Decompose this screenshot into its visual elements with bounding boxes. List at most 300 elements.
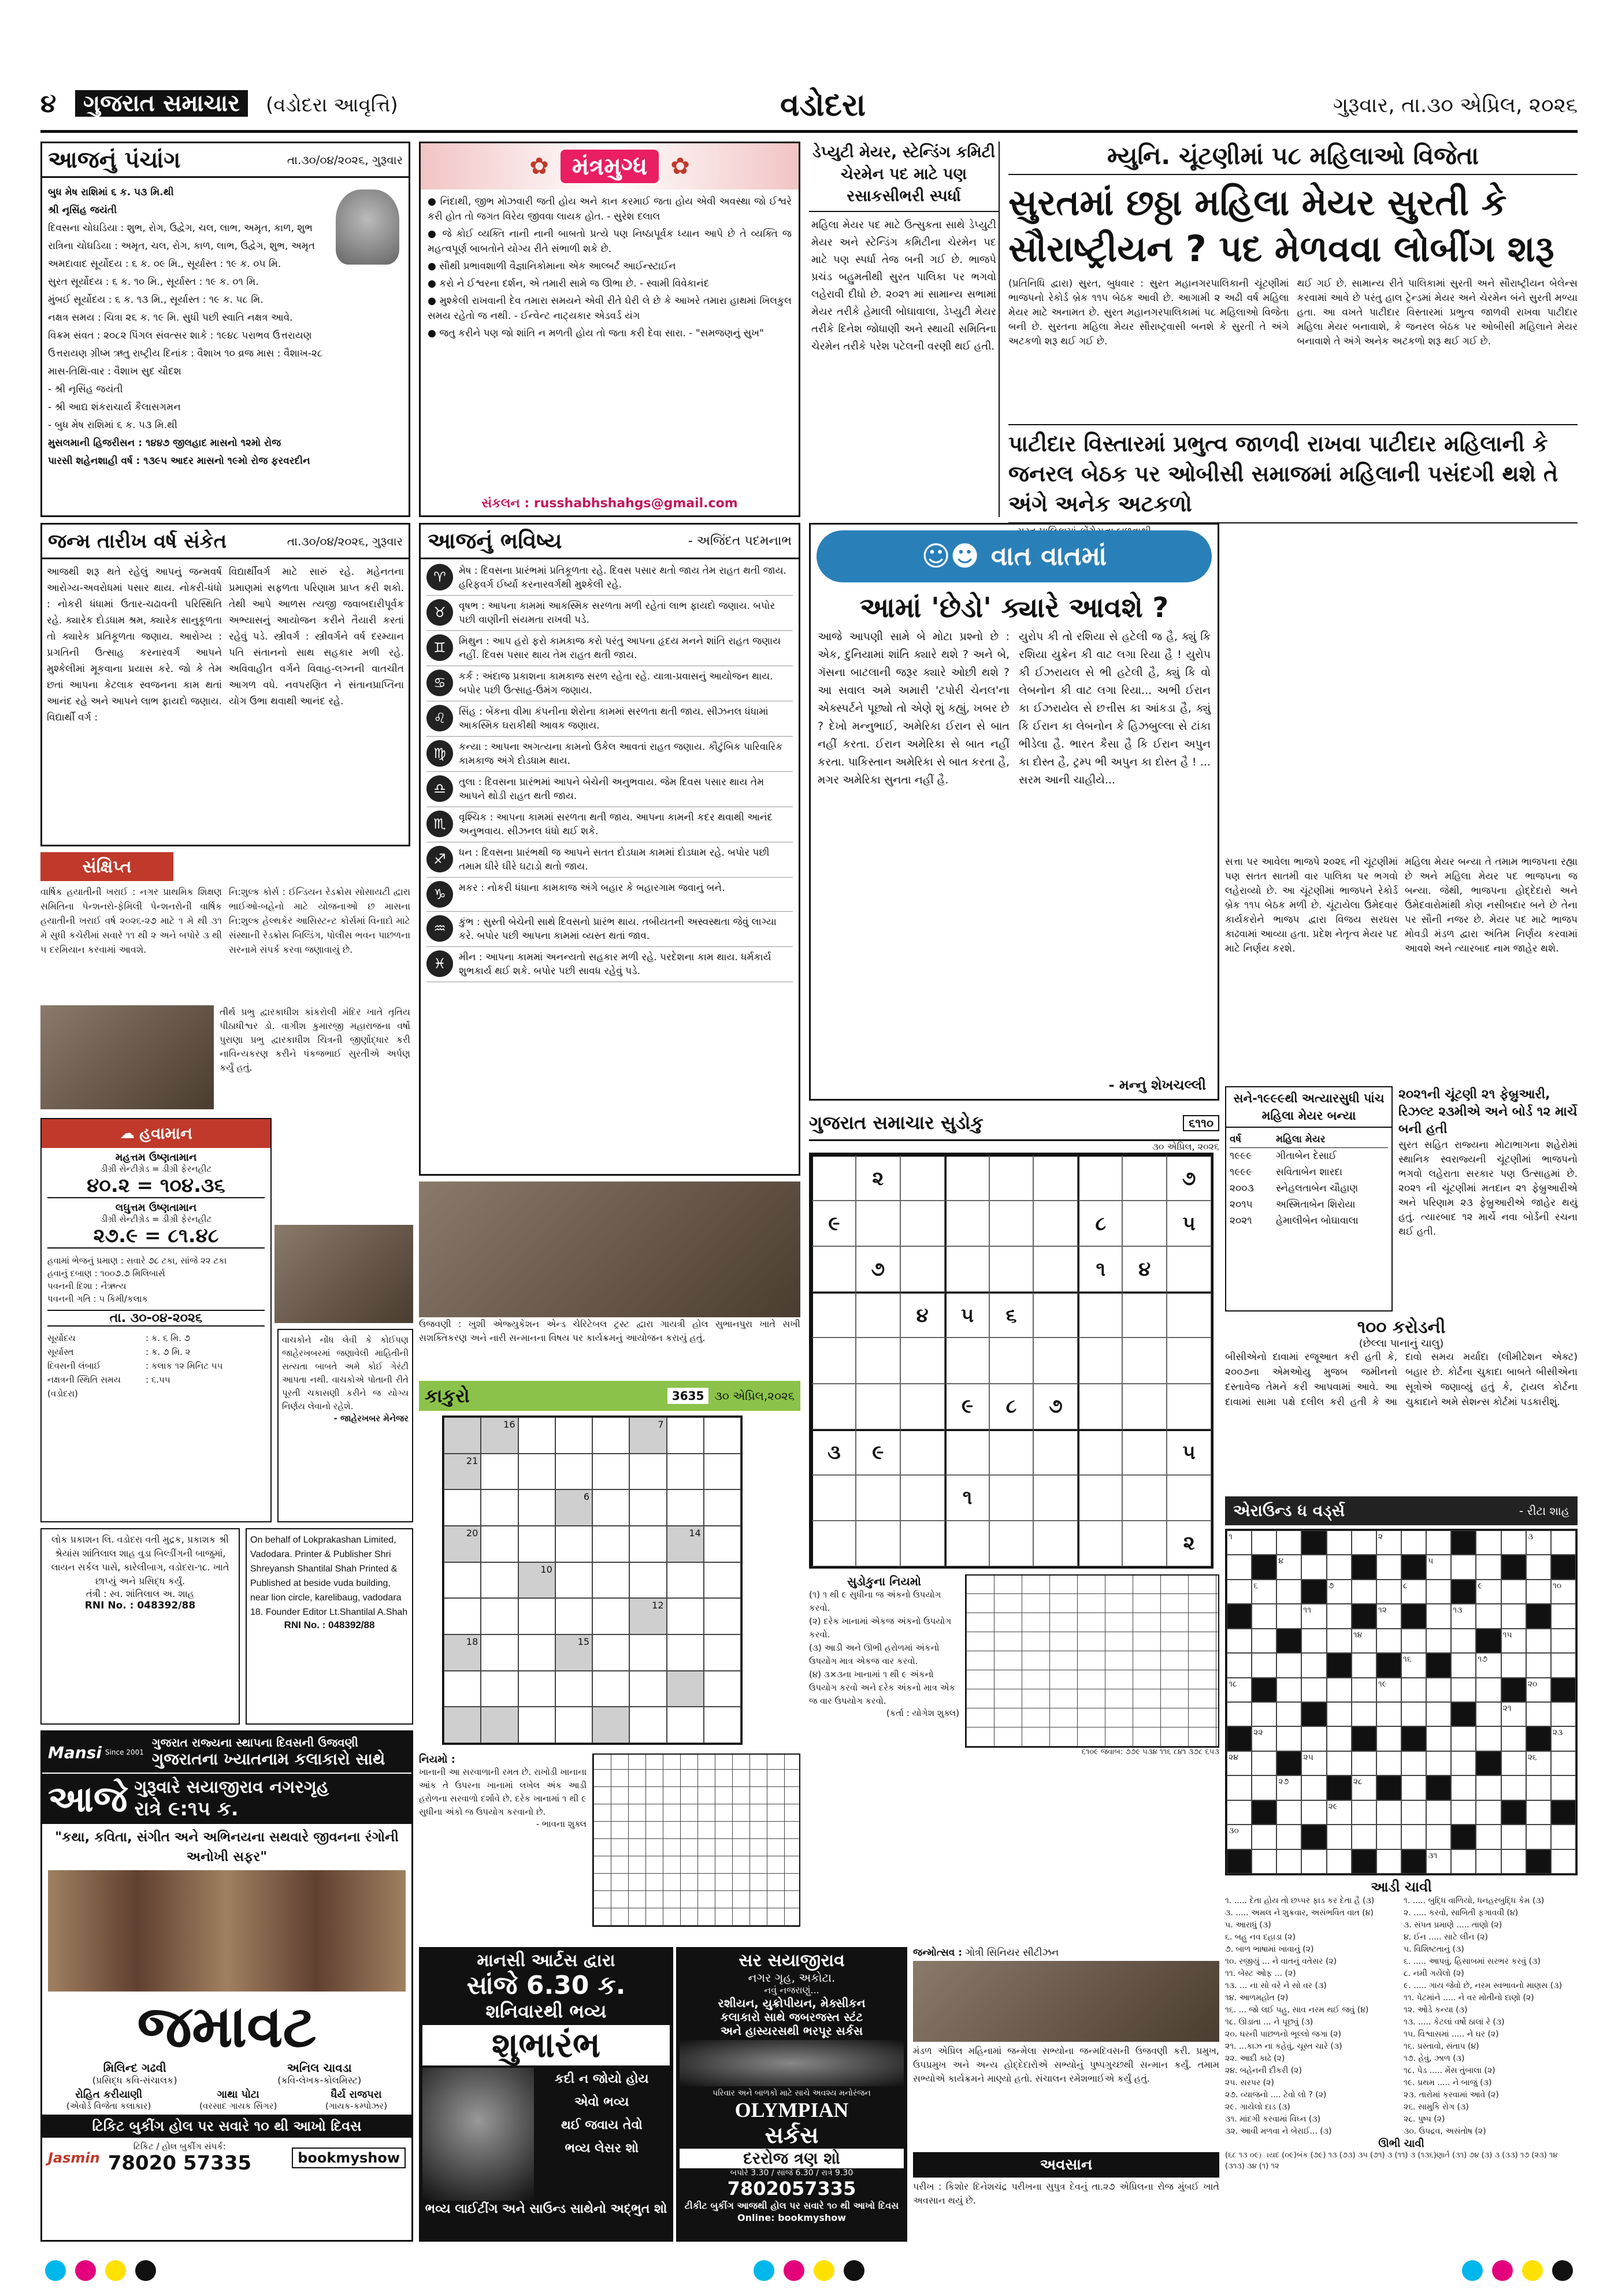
sudoku-cell[interactable]	[989, 1338, 1034, 1383]
crossword-cell[interactable]	[1327, 1800, 1352, 1825]
crossword-cell[interactable]	[1252, 1604, 1276, 1628]
crossword-cell[interactable]	[1376, 1555, 1401, 1579]
kakuro-cell[interactable]	[592, 1562, 629, 1599]
crossword-cell[interactable]	[1551, 1751, 1576, 1775]
kakuro-cell[interactable]	[555, 1707, 592, 1743]
crossword-cell[interactable]	[1301, 1653, 1326, 1677]
sudoku-cell[interactable]	[900, 1429, 945, 1475]
crossword-cell[interactable]	[1276, 1530, 1301, 1555]
crossword-cell[interactable]	[1476, 1800, 1501, 1825]
crossword-cell[interactable]	[1252, 1702, 1276, 1726]
sudoku-cell[interactable]: ૫	[1167, 1201, 1211, 1246]
sudoku-cell[interactable]	[1033, 1429, 1078, 1475]
crossword-cell[interactable]	[1451, 1800, 1476, 1825]
sudoku-cell[interactable]	[900, 1338, 945, 1383]
sudoku-cell[interactable]	[856, 1338, 900, 1383]
crossword-cell[interactable]	[1551, 1702, 1576, 1726]
kakuro-cell[interactable]	[667, 1562, 704, 1599]
crossword-cell[interactable]	[1276, 1825, 1301, 1849]
kakuro-cell[interactable]	[704, 1671, 741, 1707]
crossword-cell[interactable]	[1451, 1751, 1476, 1775]
crossword-cell[interactable]	[1227, 1555, 1252, 1579]
crossword-cell[interactable]	[1501, 1751, 1526, 1775]
crossword-cell[interactable]	[1526, 1629, 1551, 1653]
crossword-cell[interactable]	[1227, 1825, 1252, 1849]
crossword-cell[interactable]	[1426, 1800, 1451, 1825]
crossword-cell[interactable]	[1551, 1604, 1576, 1628]
sudoku-cell[interactable]	[1078, 1475, 1122, 1521]
sudoku-cell[interactable]	[1122, 1338, 1167, 1383]
kakuro-cell[interactable]	[555, 1454, 592, 1490]
crossword-cell[interactable]	[1451, 1849, 1476, 1874]
kakuro-cell[interactable]	[555, 1526, 592, 1562]
crossword-cell[interactable]	[1526, 1555, 1551, 1579]
crossword-cell[interactable]	[1376, 1702, 1401, 1726]
crossword-cell[interactable]	[1327, 1849, 1352, 1874]
kakuro-cell[interactable]	[704, 1489, 741, 1526]
crossword-cell[interactable]	[1476, 1849, 1501, 1874]
crossword-cell[interactable]	[1252, 1530, 1276, 1555]
sudoku-cell[interactable]	[989, 1429, 1034, 1475]
crossword-cell[interactable]	[1301, 1604, 1326, 1628]
crossword-cell[interactable]	[1276, 1555, 1301, 1579]
crore-text: બીસીએનો દાવામાં રજૂઆત કરી હતી કે, ૨૦૦૭ના એમઓયુ મુજબ જમીનનો દસ્તાવેજ તેમને કરી આપવામાં આવે. આ દાવામાં સામા પક્ષે દલીલ કરી હતી કે આ દાવો સમય મર્યાદા (લીમીટેશન એક્ટ) બહાર છે. કોર્ટના ચુકાદા બાબતે બીસીએના સૂત્રોએ જણાવ્યું હતું કે, ટ્રાયલ કોર્ટના ચુકાદાને અમે સેશન્સ કોર્ટમાં પડકારીશું.	[1225, 1351, 1578, 1408]
crossword-cell[interactable]	[1376, 1751, 1401, 1775]
kakuro-cell[interactable]	[704, 1562, 741, 1599]
sudoku-cell[interactable]	[1167, 1384, 1211, 1429]
sudoku-cell[interactable]: ૫	[945, 1292, 989, 1338]
crossword-cell[interactable]	[1401, 1530, 1426, 1555]
sudoku-cell[interactable]	[945, 1201, 989, 1246]
crossword-cell[interactable]	[1476, 1702, 1501, 1726]
kakuro-cell[interactable]	[518, 1634, 555, 1671]
sudoku-cell[interactable]	[1078, 1338, 1122, 1383]
sudoku-cell[interactable]	[1167, 1475, 1211, 1521]
kakuro-cell[interactable]	[481, 1598, 518, 1634]
sudoku-cell[interactable]	[856, 1521, 900, 1566]
crossword-cell[interactable]	[1352, 1825, 1376, 1849]
kakuro-cell[interactable]	[444, 1489, 481, 1526]
kakuro-cell[interactable]	[518, 1526, 555, 1562]
crossword-cell[interactable]	[1327, 1726, 1352, 1751]
crossword-cell[interactable]	[1376, 1849, 1401, 1874]
crossword-cell[interactable]	[1276, 1604, 1301, 1628]
crossword-cell[interactable]	[1501, 1825, 1526, 1849]
crossword-cell[interactable]	[1526, 1653, 1551, 1677]
kakuro-cell[interactable]	[704, 1417, 741, 1454]
sudoku-cell[interactable]: ૨	[856, 1155, 900, 1201]
crossword-cell[interactable]	[1426, 1678, 1451, 1702]
kakuro-cell[interactable]	[444, 1562, 481, 1599]
crossword-cell[interactable]	[1352, 1751, 1376, 1775]
sudoku-cell[interactable]	[989, 1201, 1034, 1246]
sudoku-cell[interactable]: ૭	[856, 1246, 900, 1292]
crossword-cell[interactable]	[1451, 1726, 1476, 1751]
crossword-cell[interactable]	[1451, 1775, 1476, 1800]
sudoku-cell[interactable]	[811, 1292, 856, 1338]
sudoku-cell[interactable]	[1033, 1155, 1078, 1201]
crossword-cell[interactable]	[1476, 1775, 1501, 1800]
sudoku-cell[interactable]	[1167, 1246, 1211, 1292]
sudoku-cell[interactable]	[900, 1521, 945, 1566]
sudoku-cell[interactable]: ૮	[1078, 1201, 1122, 1246]
crossword-cell[interactable]	[1352, 1629, 1376, 1653]
kakuro-cell[interactable]	[555, 1417, 592, 1454]
kakuro-cell[interactable]	[629, 1634, 666, 1671]
crossword-cell[interactable]	[1451, 1653, 1476, 1677]
sudoku-cell[interactable]	[900, 1475, 945, 1521]
crossword-cell[interactable]	[1276, 1849, 1301, 1874]
crossword-cell[interactable]	[1501, 1653, 1526, 1677]
crossword-cell[interactable]	[1426, 1849, 1451, 1874]
crossword-cell[interactable]	[1401, 1580, 1426, 1604]
crossword-cell[interactable]	[1476, 1678, 1501, 1702]
sudoku-cell[interactable]	[1078, 1384, 1122, 1429]
sudoku-cell[interactable]	[989, 1246, 1034, 1292]
crossword-cell[interactable]	[1301, 1629, 1326, 1653]
kakuro-cell[interactable]	[518, 1707, 555, 1743]
crossword-cell[interactable]	[1476, 1555, 1501, 1579]
sudoku-cell[interactable]	[989, 1521, 1034, 1566]
crossword-cell[interactable]	[1526, 1825, 1551, 1849]
sudoku-cell[interactable]	[811, 1521, 856, 1566]
sudoku-cell[interactable]	[1167, 1338, 1211, 1383]
kakuro-cell[interactable]	[704, 1526, 741, 1562]
crossword-cell[interactable]	[1376, 1530, 1401, 1555]
crossword-cell[interactable]	[1301, 1775, 1326, 1800]
kakuro-cell[interactable]	[592, 1454, 629, 1490]
kakuro-cell[interactable]	[444, 1598, 481, 1634]
sudoku-cell[interactable]	[900, 1246, 945, 1292]
crossword-cell[interactable]	[1401, 1678, 1426, 1702]
sudoku-cell[interactable]	[811, 1338, 856, 1383]
crossword-cell[interactable]	[1426, 1629, 1451, 1653]
crossword-cell[interactable]	[1501, 1604, 1526, 1628]
crossword-cell[interactable]	[1451, 1555, 1476, 1579]
kakuro-cell[interactable]	[444, 1671, 481, 1707]
avsan-text: પરીખ : કિશોર દિનેશચંદ્ર પરીખના સુપુત્ર દેવનું તા.૨૭ એપ્રિલના રોજ મુંબઈ ખાતે અવસાન થયું છે.	[913, 2181, 1219, 2206]
sudoku-cell[interactable]	[1078, 1429, 1122, 1475]
crossword-cell[interactable]	[1227, 1653, 1252, 1677]
crossword-cell[interactable]	[1526, 1751, 1551, 1775]
crossword-cell[interactable]	[1551, 1849, 1576, 1874]
crossword-cell[interactable]	[1401, 1825, 1426, 1849]
kakuro-cell[interactable]	[667, 1707, 704, 1743]
crossword-cell[interactable]	[1426, 1604, 1451, 1628]
sudoku-cell[interactable]	[900, 1155, 945, 1201]
crossword-cell[interactable]	[1327, 1555, 1352, 1579]
sudoku-cell[interactable]	[1033, 1338, 1078, 1383]
crossword-cell[interactable]	[1327, 1580, 1352, 1604]
crossword-cell[interactable]	[1352, 1775, 1376, 1800]
kakuro-cell[interactable]	[592, 1526, 629, 1562]
kakuro-cell[interactable]	[629, 1454, 666, 1490]
crossword-cell[interactable]	[1526, 1530, 1551, 1555]
crossword-cell[interactable]	[1551, 1775, 1576, 1800]
kakuro-cell[interactable]	[481, 1526, 518, 1562]
crossword-cell[interactable]	[1451, 1678, 1476, 1702]
kakuro-cell[interactable]	[592, 1417, 629, 1454]
kakuro-cell[interactable]	[592, 1671, 629, 1707]
crossword-cell[interactable]	[1352, 1580, 1376, 1604]
crossword-cell[interactable]	[1301, 1555, 1326, 1579]
sudoku-cell[interactable]	[945, 1429, 989, 1475]
crossword-cell[interactable]	[1426, 1726, 1451, 1751]
sudoku-cell[interactable]	[1122, 1429, 1167, 1475]
crossword-cell[interactable]	[1327, 1530, 1352, 1555]
sudoku-cell[interactable]: ૯	[945, 1384, 989, 1429]
crossword-cell[interactable]	[1252, 1751, 1276, 1775]
crossword-cell[interactable]	[1227, 1530, 1252, 1555]
crossword-cell[interactable]	[1401, 1702, 1426, 1726]
crossword-cell[interactable]	[1276, 1653, 1301, 1677]
crossword-cell[interactable]	[1476, 1530, 1501, 1555]
crossword-cell[interactable]	[1501, 1702, 1526, 1726]
sudoku-cell[interactable]	[989, 1155, 1034, 1201]
crossword-cell[interactable]	[1476, 1653, 1501, 1677]
sudoku-cell[interactable]: ૪	[1122, 1246, 1167, 1292]
crossword-cell[interactable]	[1252, 1653, 1276, 1677]
crossword-cell[interactable]	[1252, 1849, 1276, 1874]
crossword-cell[interactable]	[1352, 1653, 1376, 1677]
crossword-cell[interactable]	[1476, 1580, 1501, 1604]
sudoku-cell[interactable]: ૨	[1167, 1521, 1211, 1566]
crossword-cell[interactable]	[1327, 1702, 1352, 1726]
sudoku-cell[interactable]	[1122, 1521, 1167, 1566]
crossword-cell[interactable]	[1476, 1726, 1501, 1751]
crossword-cell[interactable]	[1551, 1825, 1576, 1849]
crossword-cell[interactable]	[1301, 1726, 1326, 1751]
crossword-cell[interactable]	[1551, 1530, 1576, 1555]
sudoku-cell[interactable]	[1033, 1521, 1078, 1566]
crossword-cell[interactable]	[1426, 1751, 1451, 1775]
sudoku-cell[interactable]: ૬	[989, 1292, 1034, 1338]
kakuro-cell[interactable]	[629, 1562, 666, 1599]
crossword-cell[interactable]	[1252, 1580, 1276, 1604]
sudoku-cell[interactable]	[856, 1475, 900, 1521]
sudoku-cell[interactable]	[811, 1475, 856, 1521]
crossword-cell[interactable]	[1276, 1726, 1301, 1751]
crossword-cell[interactable]	[1327, 1629, 1352, 1653]
crossword-cell[interactable]	[1227, 1775, 1252, 1800]
sudoku-cell[interactable]	[856, 1201, 900, 1246]
kakuro-cell[interactable]	[592, 1634, 629, 1671]
kakuro-cell[interactable]	[704, 1707, 741, 1743]
crossword-cell[interactable]	[1376, 1726, 1401, 1751]
crossword-cell[interactable]	[1227, 1580, 1252, 1604]
crossword-cell[interactable]	[1376, 1580, 1401, 1604]
crossword-cell[interactable]	[1376, 1800, 1401, 1825]
sudoku-cell[interactable]	[1078, 1292, 1122, 1338]
crossword-cell[interactable]	[1352, 1702, 1376, 1726]
crossword-cell[interactable]	[1526, 1678, 1551, 1702]
crossword-cell[interactable]	[1227, 1702, 1252, 1726]
kakuro-cell[interactable]	[518, 1598, 555, 1634]
crossword-cell[interactable]	[1451, 1604, 1476, 1628]
crossword-cell[interactable]	[1401, 1653, 1426, 1677]
kakuro-cell[interactable]	[555, 1671, 592, 1707]
crossword-cell[interactable]	[1276, 1580, 1301, 1604]
crossword-cell[interactable]	[1551, 1629, 1576, 1653]
sudoku-cell[interactable]	[1033, 1246, 1078, 1292]
kakuro-cell[interactable]	[667, 1598, 704, 1634]
crossword-cell[interactable]	[1451, 1629, 1476, 1653]
crossword-cell[interactable]	[1301, 1800, 1326, 1825]
crossword-cell[interactable]	[1376, 1678, 1401, 1702]
sudoku-cell[interactable]	[1122, 1155, 1167, 1201]
crossword-cell[interactable]	[1401, 1629, 1426, 1653]
crossword-cell[interactable]	[1227, 1629, 1252, 1653]
crossword-cell[interactable]	[1227, 1800, 1252, 1825]
sudoku-cell[interactable]	[945, 1338, 989, 1383]
sudoku-cell[interactable]: ૭	[1033, 1384, 1078, 1429]
kakuro-cell[interactable]	[667, 1454, 704, 1490]
kakuro-cell[interactable]	[704, 1598, 741, 1634]
zodiac-text: કુંભ : સુસ્તી બેચેની સાથે દિવસનો પ્રારંભ થાય. તબીયતની અસ્વસ્થતા જેવું લાગ્યા કરે. બપોર પછી આપના કામમાં વ્યસ્ત થતાં જાવ.	[459, 916, 777, 942]
crossword-cell[interactable]	[1501, 1580, 1526, 1604]
sudoku-cell[interactable]: ૪	[900, 1292, 945, 1338]
crossword-cell[interactable]	[1252, 1775, 1276, 1800]
sudoku-cell[interactable]: ૭	[1167, 1155, 1211, 1201]
crossword-cell[interactable]	[1401, 1800, 1426, 1825]
crossword-cell[interactable]	[1252, 1825, 1276, 1849]
kakuro-cell	[555, 1489, 592, 1526]
kakuro-cell[interactable]	[629, 1707, 666, 1743]
crossword-cell[interactable]	[1327, 1825, 1352, 1849]
kakuro-cell[interactable]	[704, 1454, 741, 1490]
sudoku-cell[interactable]	[1078, 1155, 1122, 1201]
crossword-cell[interactable]	[1276, 1678, 1301, 1702]
crossword-cell[interactable]	[1352, 1800, 1376, 1825]
crossword-cell[interactable]	[1426, 1702, 1451, 1726]
kakuro-cell[interactable]	[518, 1417, 555, 1454]
sudoku-cell[interactable]	[1167, 1292, 1211, 1338]
crossword-cell[interactable]	[1227, 1678, 1252, 1702]
crossword-cell[interactable]	[1301, 1678, 1326, 1702]
kakuro-cell[interactable]	[481, 1454, 518, 1490]
sudoku-cell[interactable]	[811, 1246, 856, 1292]
crossword-cell[interactable]	[1526, 1800, 1551, 1825]
crossword-cell[interactable]	[1551, 1580, 1576, 1604]
kakuro-cell[interactable]	[555, 1598, 592, 1634]
sudoku-cell[interactable]	[1122, 1201, 1167, 1246]
crossword-cell[interactable]	[1252, 1629, 1276, 1653]
sudoku-cell[interactable]	[1078, 1521, 1122, 1566]
crossword-cell[interactable]	[1327, 1678, 1352, 1702]
crossword-cell[interactable]	[1426, 1530, 1451, 1555]
kakuro-cell[interactable]	[481, 1671, 518, 1707]
kakuro-cell[interactable]	[592, 1598, 629, 1634]
kakuro-cell[interactable]	[518, 1454, 555, 1490]
sudoku-cell[interactable]	[1122, 1292, 1167, 1338]
crossword-cell[interactable]	[1501, 1530, 1526, 1555]
crossword-cell[interactable]	[1501, 1629, 1526, 1653]
crossword-cell[interactable]	[1426, 1825, 1451, 1849]
crossword-cell[interactable]	[1352, 1678, 1376, 1702]
sudoku-cell[interactable]	[945, 1521, 989, 1566]
sudoku-cell[interactable]: ૯	[811, 1201, 856, 1246]
crossword-cell[interactable]	[1551, 1653, 1576, 1677]
crossword-cell[interactable]	[1276, 1775, 1301, 1800]
crossword-cell[interactable]	[1227, 1751, 1252, 1775]
kakuro-cell[interactable]	[518, 1671, 555, 1707]
crossword-cell[interactable]	[1327, 1751, 1352, 1775]
crossword-cell[interactable]	[1476, 1825, 1501, 1849]
sudoku-cell[interactable]	[1033, 1475, 1078, 1521]
kakuro-cell[interactable]	[555, 1562, 592, 1599]
kakuro-cell[interactable]	[629, 1671, 666, 1707]
crossword-cell[interactable]	[1401, 1751, 1426, 1775]
sudoku-cell[interactable]: ૩	[811, 1429, 856, 1475]
crossword-cell[interactable]	[1301, 1751, 1326, 1775]
sudoku-cell[interactable]	[1033, 1201, 1078, 1246]
crossword-cell[interactable]	[1526, 1580, 1551, 1604]
kakuro-cell[interactable]	[481, 1634, 518, 1671]
sun-row: દિવસની લંબાઈ : કલાક ૧૨ મિનિટ ૫૫	[47, 1361, 223, 1371]
crossword-cell[interactable]	[1501, 1775, 1526, 1800]
sudoku-cell[interactable]	[945, 1246, 989, 1292]
crossword-cell[interactable]	[1301, 1849, 1326, 1874]
circus-online: Online: bookmyshow	[737, 2212, 847, 2223]
crossword-cell[interactable]	[1426, 1555, 1451, 1579]
sudoku-cell[interactable]	[989, 1475, 1034, 1521]
crossword-cell[interactable]	[1252, 1726, 1276, 1751]
crossword-cell[interactable]	[1376, 1604, 1401, 1628]
crossword-cell[interactable]	[1376, 1629, 1401, 1653]
sudoku-cell[interactable]	[900, 1384, 945, 1429]
crossword-cell[interactable]	[1327, 1604, 1352, 1628]
crossword-cell[interactable]	[1276, 1702, 1301, 1726]
crossword-cell[interactable]	[1551, 1726, 1576, 1751]
kakuro-cell[interactable]	[481, 1489, 518, 1526]
sudoku-cell[interactable]	[856, 1292, 900, 1338]
sudoku-cell[interactable]	[1122, 1475, 1167, 1521]
kakuro-cell[interactable]	[667, 1634, 704, 1671]
crossword-cell[interactable]	[1401, 1775, 1426, 1800]
sudoku-cell[interactable]	[1122, 1384, 1167, 1429]
crossword-number: ૬	[1253, 1581, 1258, 1591]
sudoku-cell[interactable]: ૮	[989, 1384, 1034, 1429]
crossword-cell[interactable]	[1426, 1580, 1451, 1604]
kakuro-cell[interactable]	[667, 1489, 704, 1526]
sudoku-cell[interactable]	[811, 1155, 856, 1201]
kakuro-cell[interactable]	[667, 1417, 704, 1454]
sudoku-cell[interactable]	[900, 1201, 945, 1246]
sudoku-cell[interactable]	[811, 1384, 856, 1429]
kakuro-cell[interactable]	[592, 1489, 629, 1526]
crossword-cell[interactable]	[1526, 1775, 1551, 1800]
kakuro-cell[interactable]	[704, 1634, 741, 1671]
kakuro-cell[interactable]	[629, 1489, 666, 1526]
sudoku-cell[interactable]: ૫	[1167, 1429, 1211, 1475]
crossword-cell[interactable]	[1376, 1825, 1401, 1849]
sudoku-cell[interactable]: ૧	[945, 1475, 989, 1521]
kakuro-cell[interactable]	[481, 1562, 518, 1599]
crossword-cell[interactable]	[1352, 1530, 1376, 1555]
crossword-cell[interactable]	[1276, 1800, 1301, 1825]
kakuro-cell[interactable]	[518, 1489, 555, 1526]
crossword-cell[interactable]	[1526, 1702, 1551, 1726]
sudoku-cell[interactable]	[1033, 1292, 1078, 1338]
sudoku-cell[interactable]	[945, 1155, 989, 1201]
sudoku-cell[interactable]: ૯	[856, 1429, 900, 1475]
crossword-cell[interactable]	[1501, 1849, 1526, 1874]
crossword-cell[interactable]	[1476, 1604, 1501, 1628]
kakuro-cell[interactable]	[629, 1526, 666, 1562]
sudoku-cell[interactable]	[856, 1384, 900, 1429]
sudoku-cell[interactable]: ૧	[1078, 1246, 1122, 1292]
crossword-cell[interactable]	[1501, 1726, 1526, 1751]
